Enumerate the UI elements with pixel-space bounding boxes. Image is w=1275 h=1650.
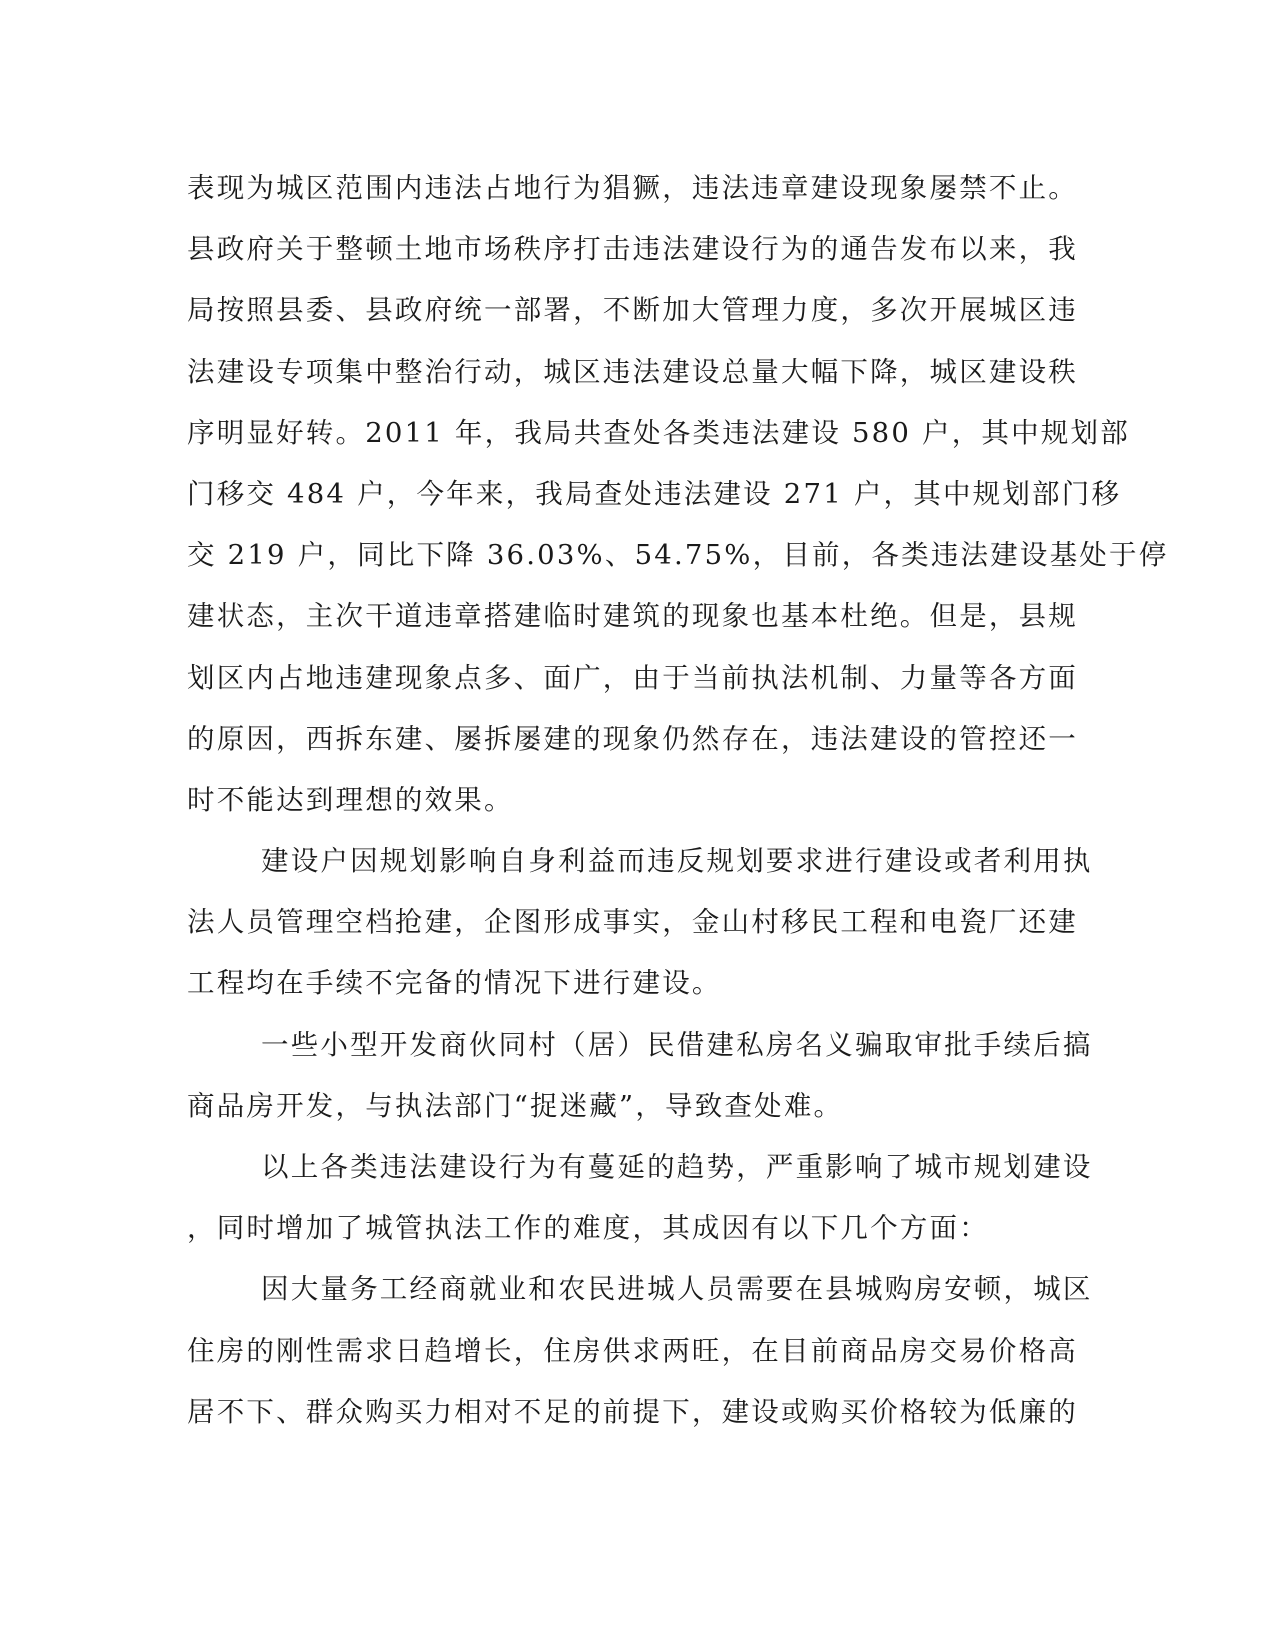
text-line: 法人员管理空档抢建，企图形成事实，金山村移民工程和电瓷厂还建 bbox=[187, 906, 1078, 939]
text-line: 序明显好转。2011 年，我局共查处各类违法建设 580 户，其中规划部 bbox=[187, 416, 1130, 449]
text-line: 时不能达到理想的效果。 bbox=[187, 783, 514, 816]
text-line: 住房的刚性需求日趋增长，住房供求两旺，在目前商品房交易价格高 bbox=[187, 1334, 1078, 1367]
paragraph-start-line: 建设户因规划影响自身利益而违反规划要求进行建设或者利用执 bbox=[261, 845, 1093, 878]
paragraph-start-line: 以上各类违法建设行为有蔓延的趋势，严重影响了城市规划建设 bbox=[261, 1151, 1093, 1183]
text-line: 居不下、群众购买力相对不足的前提下，建设或购买价格较为低廉的 bbox=[187, 1395, 1078, 1428]
text-line: 法建设专项集中整治行动，城区违法建设总量大幅下降，城区建设秩 bbox=[187, 355, 1078, 388]
text-line: 建状态，主次干道违章搭建临时建筑的现象也基本杜绝。但是，县规 bbox=[187, 600, 1078, 633]
text-line: 门移交 484 户，今年来，我局查处违法建设 271 户，其中规划部门移 bbox=[187, 477, 1122, 510]
paragraph-start-line: 一些小型开发商伙同村（居）民借建私房名义骗取审批手续后搞 bbox=[261, 1028, 1093, 1061]
paragraph-start-line: 因大量务工经商就业和农民进城人员需要在县城购房安顿，城区 bbox=[261, 1273, 1093, 1306]
text-line: ，同时增加了城管执法工作的难度，其成因有以下几个方面： bbox=[187, 1212, 989, 1245]
body-text bbox=[187, 158, 1169, 1443]
text-line: 商品房开发，与执法部门“捉迷藏”，导致查处难。 bbox=[187, 1089, 844, 1122]
text-line: 县政府关于整顿土地市场秩序打击违法建设行为的通告发布以来，我 bbox=[187, 233, 1078, 266]
text-line: 工程均在手续不完备的情况下进行建设。 bbox=[187, 967, 722, 1000]
text-line: 局按照县委、县政府统一部署，不断加大管理力度，多次开展城区违 bbox=[187, 294, 1078, 327]
text-line: 的原因，西拆东建、屡拆屡建的现象仍然存在，违法建设的管控还一 bbox=[187, 722, 1078, 755]
text-line: 划区内占地违建现象点多、面广，由于当前执法机制、力量等各方面 bbox=[187, 661, 1078, 694]
text-line: 表现为城区范围内违法占地行为猖獗，违法违章建设现象屡禁不止。 bbox=[187, 172, 1078, 204]
text-line: 交 219 户，同比下降 36.03%、54.75%，目前，各类违法建设基处于停 bbox=[187, 539, 1169, 572]
